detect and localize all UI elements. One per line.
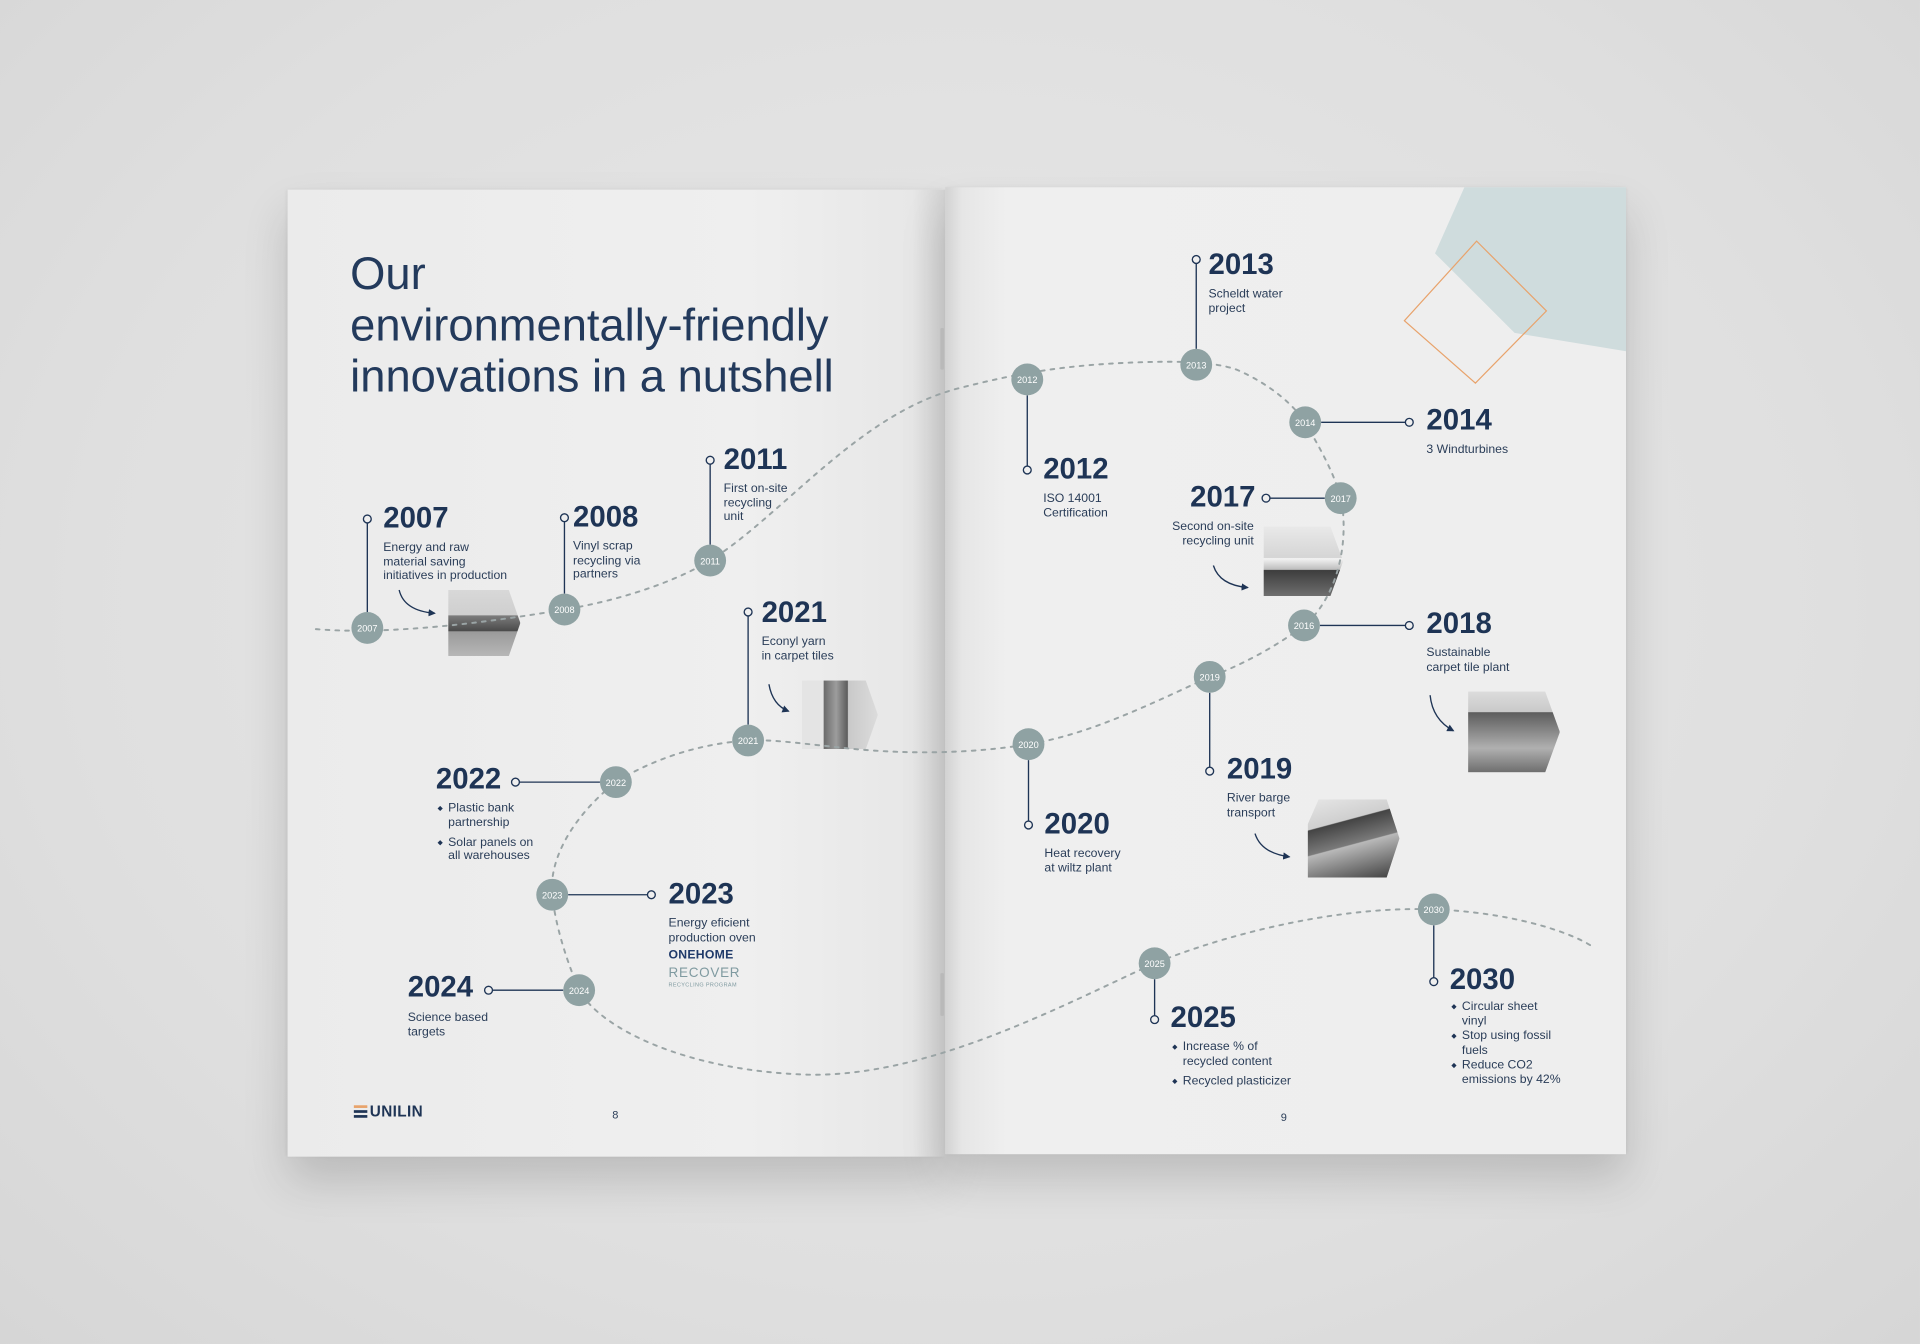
node-label: 2019 [1199,672,1220,683]
connector-endpoint [1151,1016,1159,1024]
milestone-description: ISO 14001 Certification [1043,492,1108,520]
node-label: 2020 [1018,739,1039,750]
bullet-item: Increase % of recycled content [1173,1040,1291,1068]
milestone-year: 2030 [1449,963,1516,997]
milestone-year: 2008 [573,500,639,534]
timeline-node [549,594,581,626]
milestone-description: Second on-site recycling unit [1172,520,1254,548]
node-label: 2021 [737,736,759,747]
connector-endpoint [647,891,655,899]
milestone-description: River barge transport [1226,791,1291,820]
node-label: 2013 [1186,360,1207,371]
milestone-year: 2023 [668,877,734,911]
timeline-node [1325,482,1357,514]
node-label: 2014 [1295,417,1316,428]
node-label: 2012 [1017,375,1038,386]
node-label: 2007 [357,623,378,634]
title-line: Our [350,248,426,299]
connector-endpoint [706,456,714,464]
milestone-year: 2019 [1226,752,1293,786]
timeline-node [1288,610,1320,642]
timeline-node [1289,406,1321,438]
bullet-item: Stop using fossil fuels [1452,1029,1560,1057]
connector-endpoint [1025,821,1033,829]
milestone-bullets [438,802,533,869]
milestone-description: First on-site recycling unit [723,482,788,524]
node-label: 2025 [1144,958,1165,969]
milestone-description: Energy and raw material saving initiatives in production [383,541,508,583]
connector-endpoint [1206,767,1214,775]
milestone-description: Heat recovery at wiltz plant [1044,847,1121,875]
timeline-node [1013,728,1045,760]
node-label: 2030 [1423,905,1444,916]
timeline-node [1180,349,1212,381]
timeline-node [1194,661,1226,693]
timeline-curve [316,362,1592,1075]
title-line: innovations in a nutshell [350,351,834,402]
brand-stripe [354,1110,367,1113]
timeline-node [600,766,632,798]
curved-arrow-icon [1213,565,1247,587]
milestone-description: Energy eficient production oven [668,916,756,945]
bullet-item: Circular sheet vinyl [1452,1000,1560,1028]
connector-endpoint [1192,256,1200,264]
recover-tagline: RECYCLING PROGRAM [668,981,737,988]
connector-endpoint [1405,622,1413,630]
node-label: 2022 [605,777,627,788]
milestone-year: 2013 [1208,248,1274,282]
connector-endpoint [744,608,752,616]
milestone-description: Vinyl scrap recycling via partners [573,539,641,582]
node-label: 2024 [568,985,590,996]
milestone-description: Econyl yarn in carpet tiles [761,635,834,663]
node-label: 2011 [700,556,721,567]
milestone-year: 2011 [723,443,788,477]
milestone-year: 2020 [1044,807,1110,841]
connector-endpoint [1405,418,1413,426]
connector-endpoint [1262,494,1270,502]
bullet-item: Plastic bank partnership [438,802,533,830]
connector-endpoint [1430,978,1438,986]
connector-endpoint [363,515,371,523]
title-line: environmentally-friendly [350,299,829,351]
node-label: 2023 [541,890,563,901]
milestone-description: Scheldt water project [1208,287,1283,316]
milestone-bullets [1452,1000,1560,1088]
timeline-node [732,725,764,757]
curved-arrow-icon [769,684,789,711]
page-number: 9 [1280,1111,1287,1124]
connector-endpoint [561,514,569,522]
brand-stripe [354,1115,367,1118]
onehome-logo: ONEHOME [668,948,734,963]
timeline-node [563,974,595,1006]
bullet-item: Recycled plasticizer [1173,1074,1291,1088]
milestone-year: 2022 [435,762,502,796]
bullet-item: Reduce CO2 emissions by 42% [1452,1059,1560,1087]
milestone-description: 3 Windturbines [1426,443,1509,457]
milestone-year: 2012 [1043,452,1109,486]
milestone-year: 2014 [1426,403,1492,437]
milestone-year: 2021 [761,596,827,630]
timeline-node [1418,894,1450,926]
node-label: 2017 [1330,493,1351,504]
milestone-year: 2018 [1426,607,1492,641]
milestone-year: 2017 [1190,481,1256,515]
milestone-description: Sustainable carpet tile plant [1426,646,1510,674]
milestone-description: Science based targets [407,1011,489,1039]
timeline-node [1139,947,1171,979]
connector-endpoint [1023,466,1031,474]
node-label: 2016 [1293,621,1315,632]
timeline-node [694,545,726,577]
milestone-year: 2025 [1170,1001,1236,1035]
connector-endpoint [485,986,493,994]
milestone-year: 2024 [407,970,474,1004]
node-label: 2008 [554,605,575,616]
page-number: 8 [612,1108,619,1122]
connector-endpoint [512,778,520,786]
unilin-logo: UNILIN [369,1102,423,1120]
timeline-node [351,612,383,644]
unilin-stripes-icon [354,1105,367,1117]
brand-stripe [354,1105,367,1108]
recover-logo: RECOVER [668,965,741,981]
curved-arrow-icon [1255,834,1289,857]
timeline-node [536,879,568,911]
milestone-bullets [1173,1040,1291,1093]
page-title [350,248,834,402]
milestone-year: 2007 [383,501,449,535]
curved-arrow-icon [399,590,435,613]
curved-arrow-icon [1430,695,1453,730]
timeline-node [1011,364,1043,396]
bullet-item: Solar panels on all warehouses [438,835,533,863]
